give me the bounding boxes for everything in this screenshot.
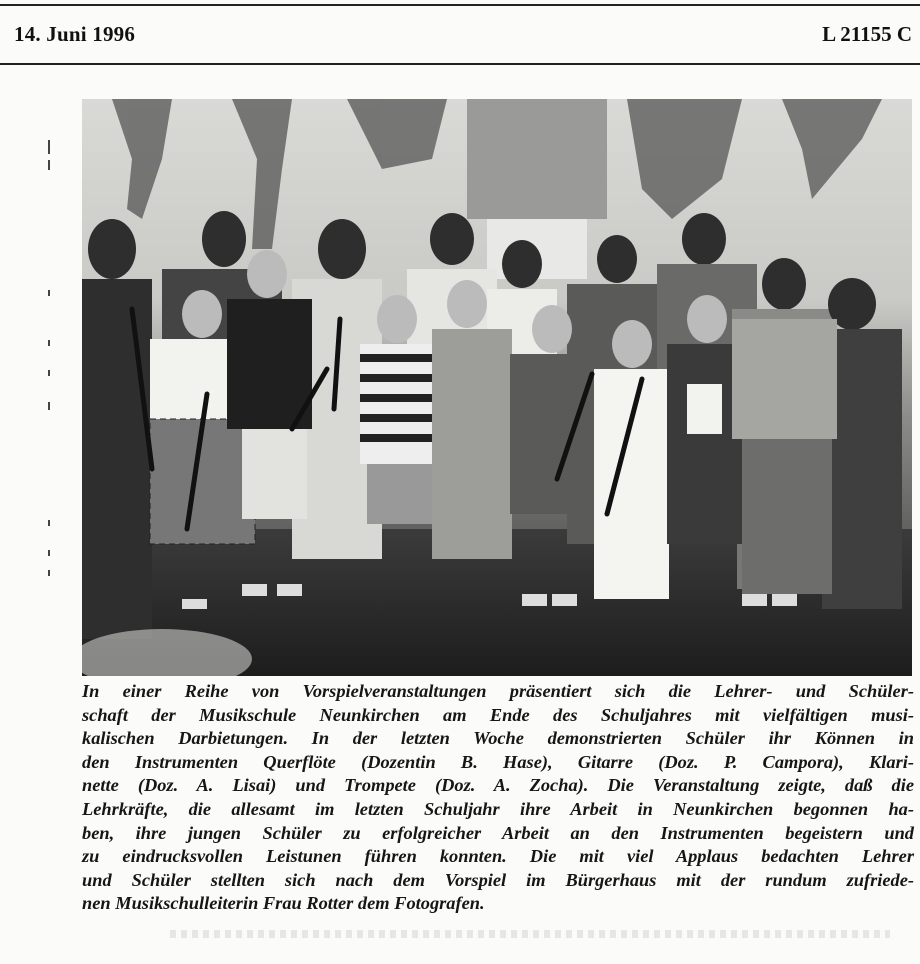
caption-line: den Instrumenten Querflöte (Dozentin B. Hase), Gitarre (Doz. P. Campora), Klari- <box>82 751 914 772</box>
caption-line: In einer Reihe von Vorspielveranstaltungen präsentiert sich die Lehrer- und Schüler- <box>82 681 914 701</box>
caption-line: und Schüler stellten sich nach dem Vorspiel im Bürgerhaus mit der rundum zufriede- <box>82 869 914 890</box>
header-rule <box>0 63 920 65</box>
group-photo <box>82 99 912 676</box>
caption-line: nen Musikschulleiterin Frau Rotter dem Fotografen. <box>82 893 485 914</box>
issue-date: 14. Juni 1996 <box>14 22 136 46</box>
photo-caption <box>82 680 914 916</box>
issue-code: L 21155 C <box>822 22 912 46</box>
caption-line: kalischen Darbietungen. In der letzten Woche demonstrierten Schüler ihr Können in <box>82 728 914 749</box>
print-smudge <box>170 930 890 938</box>
caption-line: Lehrkräfte, die allesamt im letzten Schuljahr ihre Arbeit in Neunkirchen begonnen ha- <box>82 798 914 819</box>
caption-line: nette (Doz. A. Lisai) und Trompete (Doz. A. Zocha). Die Veranstaltung zeigte, daß die <box>82 775 914 796</box>
caption-line: zu eindrucksvollen Leistunen führen konnten. Die mit viel Applaus bedachten Lehrer <box>82 846 914 867</box>
caption-line: schaft der Musikschule Neunkirchen am Ende des Schuljahres mit vielfältigen musi- <box>82 704 914 725</box>
top-rule <box>0 4 920 6</box>
caption-line: ben, ihre jungen Schüler zu erfolgreicher Arbeit an den Instrumenten begeistern und <box>82 822 914 843</box>
margin-marks <box>44 140 56 580</box>
group-photo-icon <box>82 99 912 676</box>
